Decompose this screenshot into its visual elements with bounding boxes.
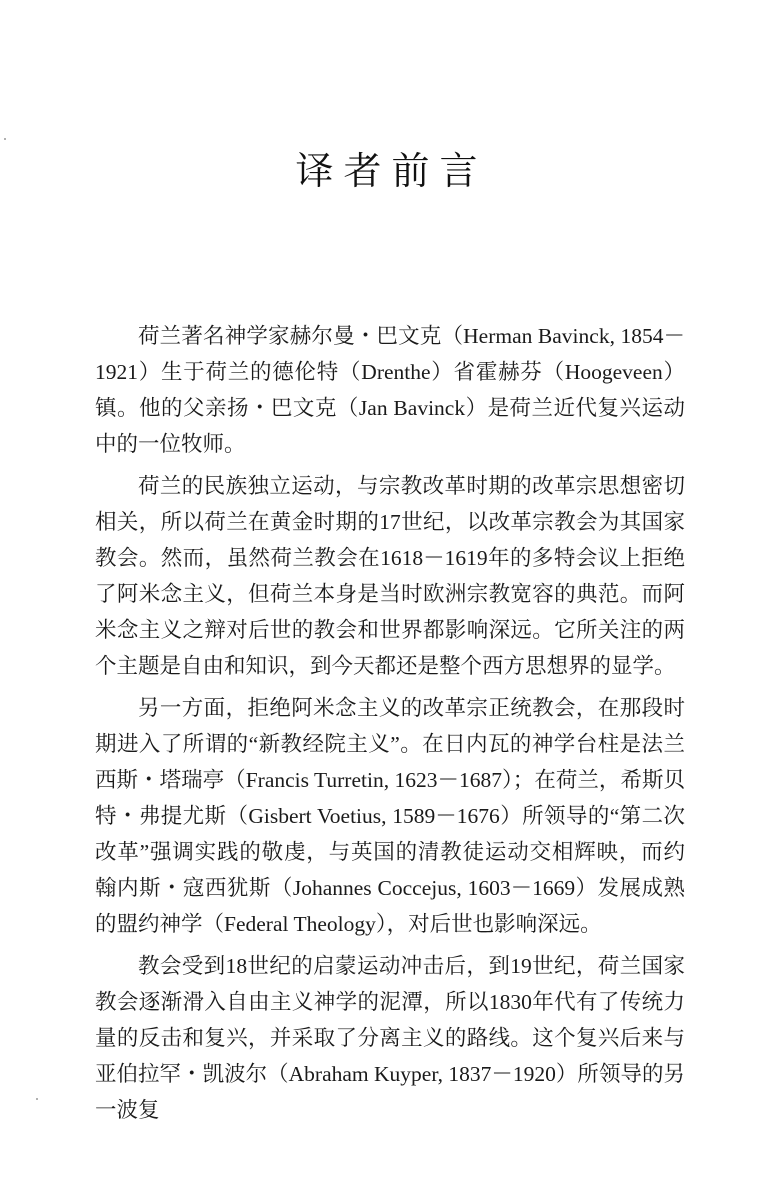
body-text: [95, 318, 685, 1134]
scan-speck: [4, 138, 6, 140]
paragraph-3: 另一方面，拒绝阿米念主义的改革宗正统教会，在那段时期进入了所谓的“新教经院主义”。在日内瓦的神学台柱是法兰西斯・塔瑞亭（Francis Turretin, 1623－1687）；在荷兰，希斯贝特・弗提尤斯（Gisbert Voetius, 1589－1676）所领导的“第二次改革”强调实践的敬虔，与英国的清教徒运动交相辉映，而约翰内斯・寇西犹斯（Johannes Coccejus, 1603－1669）发展成熟的盟约神学（Federal Theology），对后世也影响深远。: [95, 696, 685, 936]
page-title: 译者前言: [295, 149, 488, 193]
paragraph-4: 教会受到18世纪的启蒙运动冲击后，到19世纪，荷兰国家教会逐渐滑入自由主义神学的泥潭，所以1830年代有了传统力量的反击和复兴，并采取了分离主义的路线。这个复兴后来与亚伯拉罕・凯波尔（Abraham Kuyper, 1837－1920）所领导的另一波复: [95, 954, 685, 1122]
paragraph-2: 荷兰的民族独立运动，与宗教改革时期的改革宗思想密切相关，所以荷兰在黄金时期的17世纪，以改革宗教会为其国家教会。然而，虽然荷兰教会在1618－1619年的多特会议上拒绝了阿米念主义，但荷兰本身是当时欧洲宗教宽容的典范。而阿米念主义之辩对后世的教会和世界都影响深远。它所关注的两个主题是自由和知识，到今天都还是整个西方思想界的显学。: [95, 474, 685, 678]
scan-speck: [36, 1098, 38, 1100]
paragraph-1: 荷兰著名神学家赫尔曼・巴文克（Herman Bavinck, 1854－1921）生于荷兰的德伦特（Drenthe）省霍赫芬（Hoogeveen）镇。他的父亲扬・巴文克（Jan Bavinck）是荷兰近代复兴运动中的一位牧师。: [95, 324, 685, 456]
